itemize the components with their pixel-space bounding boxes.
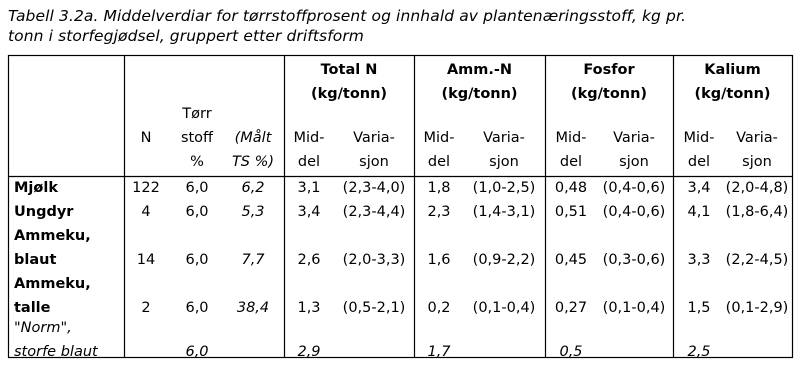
table-cell-totn-var: (2,0-3,3) xyxy=(342,252,406,268)
row-label: Ammeku, xyxy=(14,228,91,244)
header-fos-variasjon: Varia- sjon xyxy=(613,130,655,170)
norm-cell-kal-mid: 2,5 xyxy=(687,344,711,360)
table-cell-kal-mid: 3,3 xyxy=(687,252,711,268)
table-cell-kal-mid: 1,5 xyxy=(687,300,711,316)
table-cell-totn-mid: 3,1 xyxy=(297,180,321,196)
header-totn-variasjon: Varia- sjon xyxy=(353,130,395,170)
table-caption xyxy=(8,6,808,46)
header-fosfor: Fosfor (kg/tonn) xyxy=(570,62,648,102)
row-label: blaut xyxy=(14,252,57,268)
table-cell-totn-mid: 2,6 xyxy=(297,252,321,268)
table-cell-amm-var: (0,9-2,2) xyxy=(472,252,536,268)
table-cell-amm-var: (0,1-0,4) xyxy=(472,300,536,316)
header-kalium: Kalium (kg/tonn) xyxy=(694,62,771,102)
table-cell-ts: 6,0 xyxy=(185,204,209,220)
table-cell-n: 122 xyxy=(132,180,160,196)
header-totn-middel: Mid- del xyxy=(293,130,325,170)
caption-line-2: tonn i storfegjødsel, gruppert etter driftsform xyxy=(8,27,365,45)
table-cell-totn-var: (0,5-2,1) xyxy=(342,300,406,316)
row-label: talle xyxy=(14,300,51,316)
table-cell-kal-mid: 3,4 xyxy=(687,180,711,196)
table-cell-malt: 7,7 xyxy=(241,252,265,268)
norm-cell-amm-mid: 1,7 xyxy=(427,344,451,360)
table-cell-totn-var: (2,3-4,0) xyxy=(342,180,406,196)
table-cell-ts: 6,0 xyxy=(185,180,209,196)
table-cell-kal-mid: 4,1 xyxy=(687,204,711,220)
header-kal-middel: Mid- del xyxy=(683,130,715,170)
table-cell-malt: 38,4 xyxy=(236,300,270,316)
table-cell-fos-var: (0,3-0,6) xyxy=(602,252,666,268)
row-label: Ungdyr xyxy=(14,204,74,220)
table-cell-n: 14 xyxy=(136,252,156,268)
table-cell-fos-mid: 0,27 xyxy=(554,300,588,316)
norm-row-label: storfe blaut xyxy=(14,344,98,360)
header-n: N xyxy=(140,130,152,146)
table-cell-fos-var: (0,4-0,6) xyxy=(602,180,666,196)
table-cell-amm-var: (1,4-3,1) xyxy=(472,204,536,220)
table-cell-amm-mid: 1,8 xyxy=(427,180,451,196)
norm-cell-fos-mid: 0,5 xyxy=(559,344,583,360)
table-cell-kal-var: (2,2-4,5) xyxy=(725,252,789,268)
table-cell-amm-var: (1,0-2,5) xyxy=(472,180,536,196)
norm-cell-totn-mid: 2,9 xyxy=(297,344,321,360)
table-cell-amm-mid: 2,3 xyxy=(427,204,451,220)
table-cell-n: 4 xyxy=(141,204,151,220)
table-cell-n: 2 xyxy=(141,300,151,316)
table-cell-fos-mid: 0,51 xyxy=(554,204,588,220)
row-label: Ammeku, xyxy=(14,276,91,292)
norm-cell-ts: 6,0 xyxy=(185,344,209,360)
header-total-n: Total N (kg/tonn) xyxy=(310,62,388,102)
table-cell-fos-mid: 0,48 xyxy=(554,180,588,196)
table-cell-totn-mid: 3,4 xyxy=(297,204,321,220)
table-cell-fos-mid: 0,45 xyxy=(554,252,588,268)
table-cell-kal-var: (0,1-2,9) xyxy=(725,300,789,316)
row-label: Mjølk xyxy=(14,180,58,196)
header-kal-variasjon: Varia- sjon xyxy=(736,130,778,170)
header-torrstoff: Tørr stoff % xyxy=(180,106,214,170)
table-cell-ts: 6,0 xyxy=(185,252,209,268)
table-cell-amm-mid: 1,6 xyxy=(427,252,451,268)
header-fos-middel: Mid- del xyxy=(555,130,587,170)
norm-row-label: "Norm", xyxy=(14,320,72,336)
table-cell-fos-var: (0,4-0,6) xyxy=(602,204,666,220)
table-cell-totn-var: (2,3-4,4) xyxy=(342,204,406,220)
table-cell-ts: 6,0 xyxy=(185,300,209,316)
table-cell-malt: 5,3 xyxy=(241,204,265,220)
header-malt-ts: (Målt TS %) xyxy=(231,130,275,170)
table-cell-kal-var: (2,0-4,8) xyxy=(725,180,789,196)
table-cell-malt: 6,2 xyxy=(241,180,265,196)
table-cell-totn-mid: 1,3 xyxy=(297,300,321,316)
caption-line-1: Tabell 3.2a. Middelverdiar for tørrstoffprosent og innhald av plantenæringsstoff, kg pr. xyxy=(8,7,687,25)
table-cell-fos-var: (0,1-0,4) xyxy=(602,300,666,316)
table-cell-amm-mid: 0,2 xyxy=(427,300,451,316)
table-cell-kal-var: (1,8-6,4) xyxy=(725,204,789,220)
header-amm-middel: Mid- del xyxy=(423,130,455,170)
header-amm-n: Amm.-N (kg/tonn) xyxy=(441,62,518,102)
header-amm-variasjon: Varia- sjon xyxy=(483,130,525,170)
